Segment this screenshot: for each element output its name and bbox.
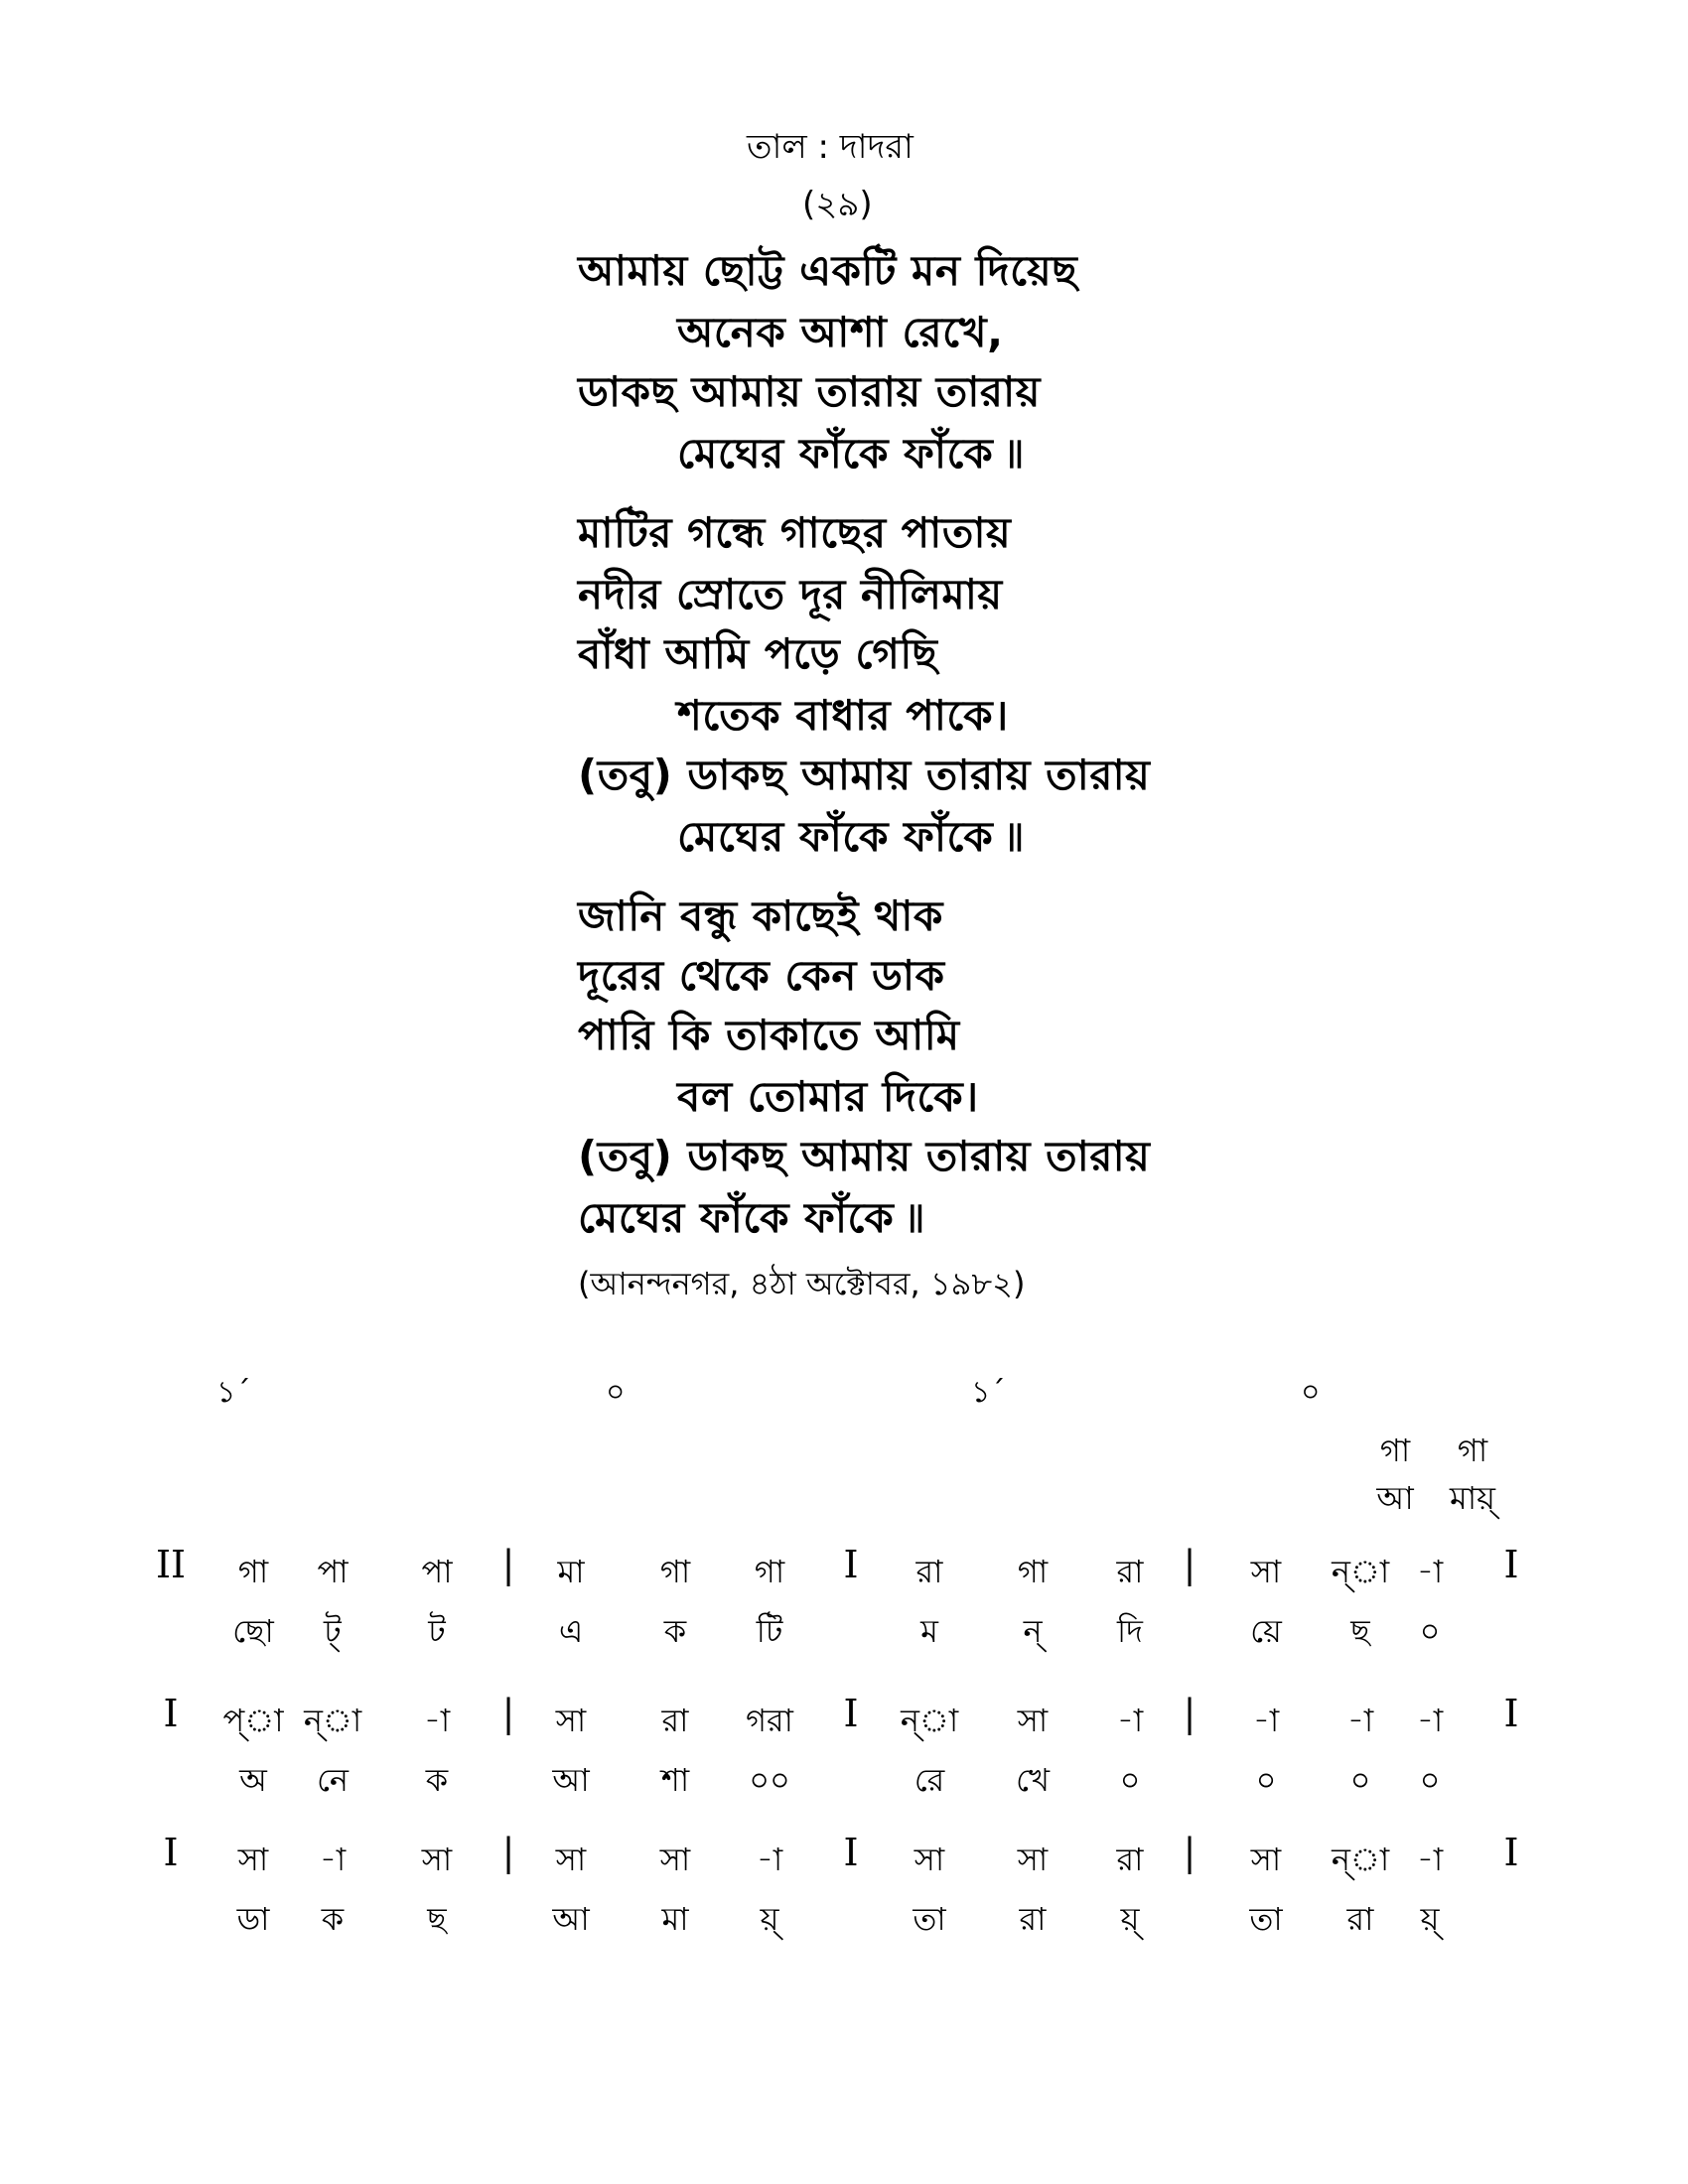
note: পা [421,1553,453,1590]
bar-line-start: I [163,1692,179,1735]
syllable: ০ [1119,1761,1141,1799]
syllable: ন্ [1023,1612,1043,1650]
note: -া [423,1702,451,1739]
bar-line: I [1503,1692,1519,1735]
bar-line: I [1503,1543,1519,1586]
note: রা [1116,1841,1144,1878]
syllable: টি [756,1612,783,1650]
syllable: এ [558,1612,584,1650]
bar-line-start: I [163,1831,179,1874]
note: -া [1116,1702,1144,1739]
note: ন্‌া [1331,1841,1390,1878]
lyric-line: অনেক আশা রেখে, [677,308,1004,356]
syllable: ক [425,1761,449,1799]
lyric-line: বল তোমার দিকে। [677,1072,979,1121]
syllable: ক [663,1612,687,1650]
note: মা [557,1553,585,1590]
note: গা [1017,1553,1049,1590]
song-number: (২৯) [802,185,873,224]
syllable: রা [1346,1900,1374,1938]
date-place-note: (আনন্দনগর, ৪ঠা অক্টোবর, ১৯৮২) [578,1265,1026,1302]
lyric-line: নদীর স্রোতে দূর নীলিমায় [578,570,1003,618]
taal-label: তাল : দাদরা [747,127,914,167]
note: -া [1252,1702,1280,1739]
bar-line: I [843,1831,859,1874]
syllable: ছ [427,1900,447,1938]
note: গা [1457,1432,1488,1469]
note: পা [317,1553,349,1590]
beat-mark: ১´ [216,1375,251,1410]
note: ন্‌া [303,1702,362,1739]
syllable: ডা [236,1900,270,1938]
syllable: ছো [232,1612,274,1650]
beat-mark: ১´ [971,1375,1006,1410]
note: ন্‌া [1331,1553,1390,1590]
note: প্‌া [222,1702,284,1739]
syllable: আ [1376,1479,1414,1517]
syllable: ট [428,1612,446,1650]
syllable: মা [661,1900,689,1938]
syllable: ক [321,1900,345,1938]
syllable: রে [914,1761,945,1799]
lyric-line: মেঘের ফাঁকে ফাঁকে ৷৷ [677,812,1024,861]
note: সা [421,1841,453,1878]
bar-line-start: II [155,1543,187,1586]
note: সা [659,1841,691,1878]
syllable: ট্ [324,1612,342,1650]
syllable: ম [920,1612,938,1650]
note: গা [237,1553,269,1590]
note: সা [1017,1702,1049,1739]
lyric-line: (তবু) ডাকছ আমায় তারায় তারায় [578,1132,1151,1180]
syllable: অ [239,1761,267,1799]
note: সা [1250,1553,1282,1590]
syllable: য়্ [760,1900,779,1938]
lyric-line: মেঘের ফাঁকে ফাঁকে ৷৷ [677,429,1024,478]
lyric-line: মেঘের ফাঁকে ফাঁকে ৷৷ [578,1193,924,1242]
bar-line: I [1503,1831,1519,1874]
lyric-line: দূরের থেকে কেন ডাক [578,951,945,1000]
syllable: ০ [1349,1761,1371,1799]
syllable: দি [1117,1612,1143,1650]
syllable: তা [1249,1900,1283,1938]
lyric-line: মাটির গন্ধে গাছের পাতায় [578,508,1012,557]
note: -া [319,1841,347,1878]
note: সা [1250,1841,1282,1878]
note: রা [661,1702,689,1739]
lyric-line: আমায় ছোট্ট একটি মন দিয়েছ [578,246,1078,295]
note: রা [915,1553,943,1590]
note: -া [1416,1553,1444,1590]
syllable: য়্ [1420,1900,1440,1938]
syllable: আ [552,1900,590,1938]
syllable: ০০ [749,1761,790,1799]
lyric-line: (তবু) ডাকছ আমায় তারায় তারায় [578,751,1151,799]
beat-mark: ০ [1301,1375,1321,1410]
note: -া [1416,1841,1444,1878]
lyric-line: জানি বন্ধু কাছেই থাক [578,891,943,940]
note: সা [914,1841,945,1878]
syllable: ০ [1419,1612,1441,1650]
lyric-line: বাঁধা আমি পড়ে গেছি [578,629,938,678]
syllable: তা [913,1900,946,1938]
syllable: ০ [1255,1761,1277,1799]
note: রা [1116,1553,1144,1590]
note: -া [1416,1702,1444,1739]
bar-line: I [843,1543,859,1586]
note: সা [555,1702,587,1739]
lyric-line: ডাকছ আমায় তারায় তারায় [578,367,1041,416]
beat-mark: ০ [606,1375,626,1410]
bar-line: | [1183,1692,1196,1735]
note: -া [756,1841,783,1878]
syllable: শা [660,1761,690,1799]
note: গা [754,1553,785,1590]
syllable: ছ [1350,1612,1370,1650]
lyric-line: শতেক বাধার পাকে। [677,691,1009,740]
syllable: য়্ [1120,1900,1140,1938]
bar-line: I [843,1692,859,1735]
note: ন্‌া [900,1702,959,1739]
syllable: মায়্ [1450,1479,1495,1517]
note: গা [1379,1432,1411,1469]
lyric-line: পারি কি তাকাতে আমি [578,1011,960,1059]
note: -া [1346,1702,1374,1739]
syllable: রা [1019,1900,1047,1938]
bar-line: | [501,1543,515,1586]
note: গরা [746,1702,793,1739]
note: সা [555,1841,587,1878]
note: গা [659,1553,691,1590]
bar-line: | [1183,1831,1196,1874]
syllable: নে [316,1761,350,1799]
bar-line: | [501,1831,515,1874]
note: সা [1017,1841,1049,1878]
bar-line: | [501,1692,515,1735]
syllable: খে [1016,1761,1050,1799]
note: সা [237,1841,269,1878]
syllable: য়ে [1250,1612,1282,1650]
bar-line: | [1183,1543,1196,1586]
syllable: আ [552,1761,590,1799]
syllable: ০ [1419,1761,1441,1799]
